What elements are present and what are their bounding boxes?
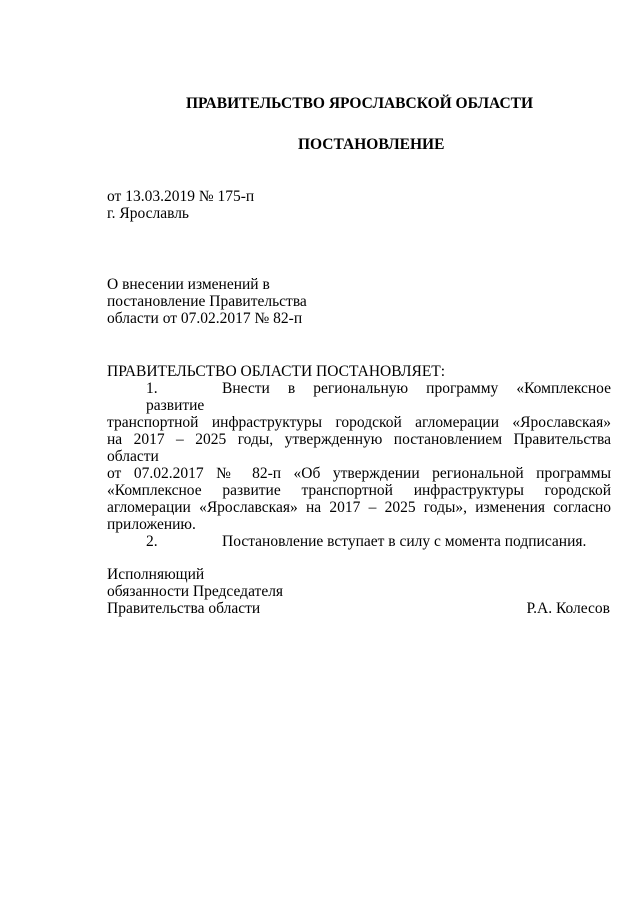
subject-line: О внесении изменений в: [107, 276, 270, 293]
subject-line: области от 07.02.2017 № 82-п: [107, 310, 303, 327]
document-type-heading: ПОСТАНОВЛЕНИЕ: [298, 136, 445, 153]
subject-line: постановление Правительства: [107, 293, 307, 310]
signature-title: [107, 566, 283, 617]
subject-block: [107, 276, 307, 327]
item-first-line: [107, 533, 611, 550]
item-text-line: на 2017 – 2025 годы, утвержденную постановлением Правительства области: [107, 431, 611, 465]
item-text-line: «Комплексное развитие транспортной инфраструктуры городской: [107, 482, 611, 499]
resolution-block: [107, 363, 611, 550]
item-text-line: транспортной инфраструктуры городской агломерации «Ярославская»: [107, 414, 611, 431]
item-first-line: [107, 380, 611, 414]
signature-title-line: обязанности Председателя: [107, 583, 284, 600]
signature-title-line: Правительства области: [107, 600, 261, 617]
item-text-line: Внести в региональную программу «Комплексное развитие: [146, 380, 611, 414]
signatory-name: Р.А. Колесов: [526, 600, 610, 617]
signature-title-line: Исполняющий: [107, 566, 205, 583]
resolution-lead: ПРАВИТЕЛЬСТВО ОБЛАСТИ ПОСТАНОВЛЯЕТ:: [107, 363, 446, 380]
item-text-line: от 07.02.2017 № 82-п «Об утверждении региональной программы: [107, 465, 611, 482]
organization-heading: ПРАВИТЕЛЬСТВО ЯРОСЛАВСКОЙ ОБЛАСТИ: [186, 95, 534, 112]
city: г. Ярославль: [107, 205, 189, 222]
resolution-item-2: [107, 533, 611, 550]
item-text-line: приложению.: [107, 516, 196, 533]
item-text-line: агломерации «Ярославская» на 2017 – 2025 годы», изменения согласно: [107, 499, 611, 516]
item-number: 2.: [146, 533, 158, 550]
date-number: от 13.03.2019 № 175-п: [107, 188, 255, 205]
item-text-line: Постановление вступает в силу с момента подписания.: [222, 533, 587, 550]
resolution-item-1: [107, 380, 611, 533]
item-number: 1.: [146, 380, 158, 397]
